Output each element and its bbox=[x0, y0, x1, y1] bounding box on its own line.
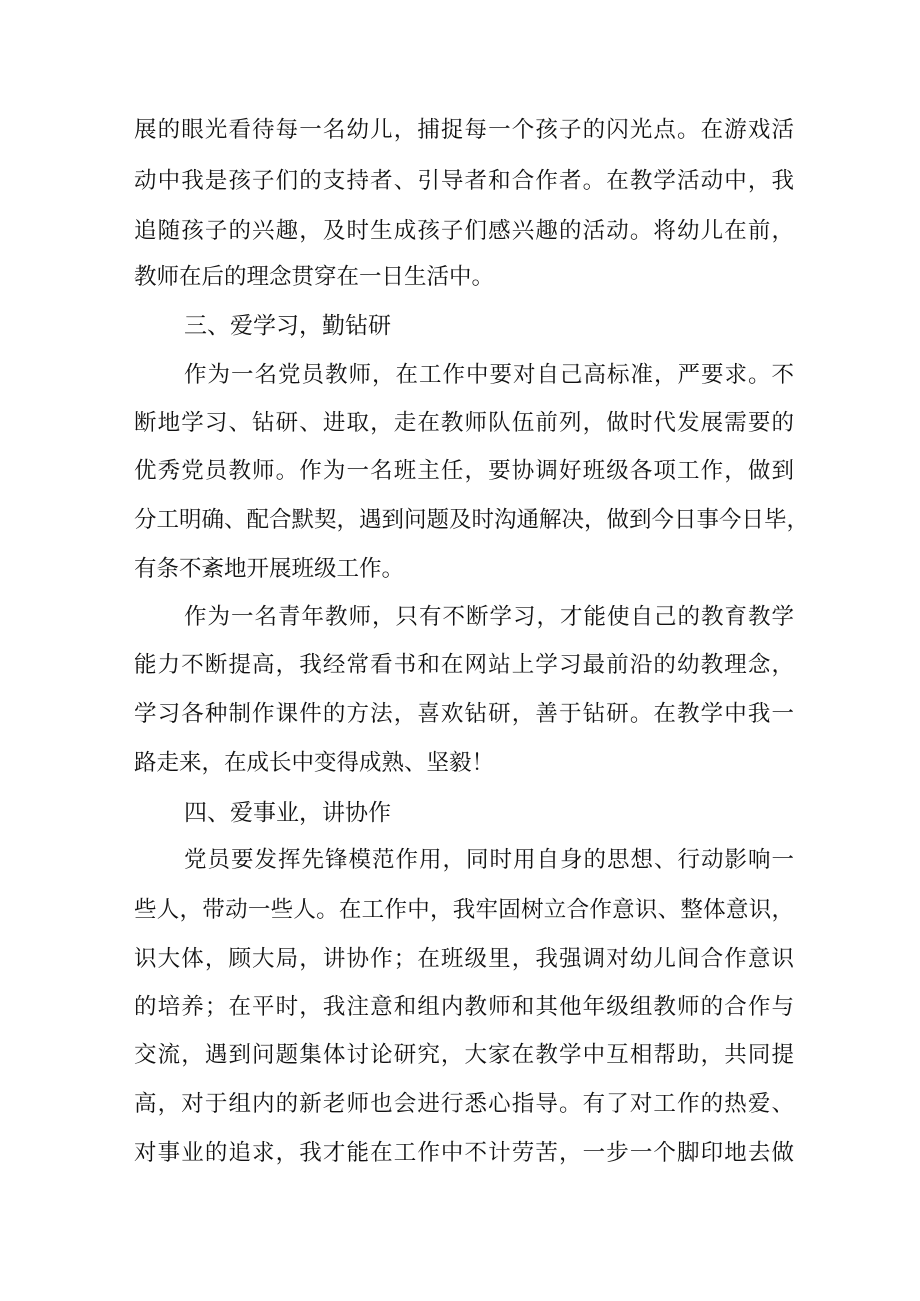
paragraph-line: 作为一名青年教师，只有不断学习，才能使自己的教育教学 bbox=[184, 604, 794, 630]
paragraph-line: 交流，遇到问题集体讨论研究，大家在教学中互相帮助，共同提 bbox=[134, 1042, 794, 1068]
paragraph-line: 路走来，在成长中变得成熟、坚毅！ bbox=[134, 750, 495, 776]
paragraph-line: 教师在后的理念贯穿在一日生活中。 bbox=[134, 264, 495, 290]
paragraph-line: 对事业的追求，我才能在工作中不计劳苦，一步一个脚印地去做 bbox=[134, 1140, 794, 1166]
paragraph-line: 动中我是孩子们的支持者、引导者和合作者。在教学活动中，我 bbox=[134, 168, 794, 194]
section-heading-4: 四、爱事业，讲协作 bbox=[184, 800, 391, 826]
paragraph-line: 能力不断提高，我经常看书和在网站上学习最前沿的幼教理念， bbox=[134, 652, 794, 678]
paragraph-line: 高，对于组内的新老师也会进行悉心指导。有了对工作的热爱、 bbox=[134, 1091, 794, 1117]
paragraph-line: 学习各种制作课件的方法，喜欢钻研，善于钻研。在教学中我一 bbox=[134, 701, 794, 727]
paragraph-line: 分工明确、配合默契，遇到问题及时沟通解决，做到今日事今日毕， bbox=[134, 507, 810, 533]
paragraph-line: 断地学习、钻研、进取，走在教师队伍前列，做时代发展需要的 bbox=[134, 410, 794, 436]
section-heading-3: 三、爱学习，勤钻研 bbox=[184, 313, 391, 339]
paragraph-line: 些人，带动一些人。在工作中，我牢固树立合作意识、整体意识， bbox=[134, 897, 794, 923]
paragraph-line: 追随孩子的兴趣，及时生成孩子们感兴趣的活动。将幼儿在前， bbox=[134, 218, 794, 244]
paragraph-line: 展的眼光看待每一名幼儿，捕捉每一个孩子的闪光点。在游戏活 bbox=[134, 117, 794, 143]
paragraph-line: 作为一名党员教师，在工作中要对自己高标准，严要求。不 bbox=[184, 362, 794, 388]
paragraph-line: 有条不紊地开展班级工作。 bbox=[134, 556, 405, 582]
paragraph-line: 的培养；在平时，我注意和组内教师和其他年级组教师的合作与 bbox=[134, 994, 794, 1020]
paragraph-line: 优秀党员教师。作为一名班主任，要协调好班级各项工作，做到 bbox=[134, 458, 794, 484]
paragraph-line: 党员要发挥先锋模范作用，同时用自身的思想、行动影响一 bbox=[184, 847, 794, 873]
paragraph-line: 识大体，顾大局，讲协作；在班级里，我强调对幼儿间合作意识 bbox=[134, 946, 794, 972]
